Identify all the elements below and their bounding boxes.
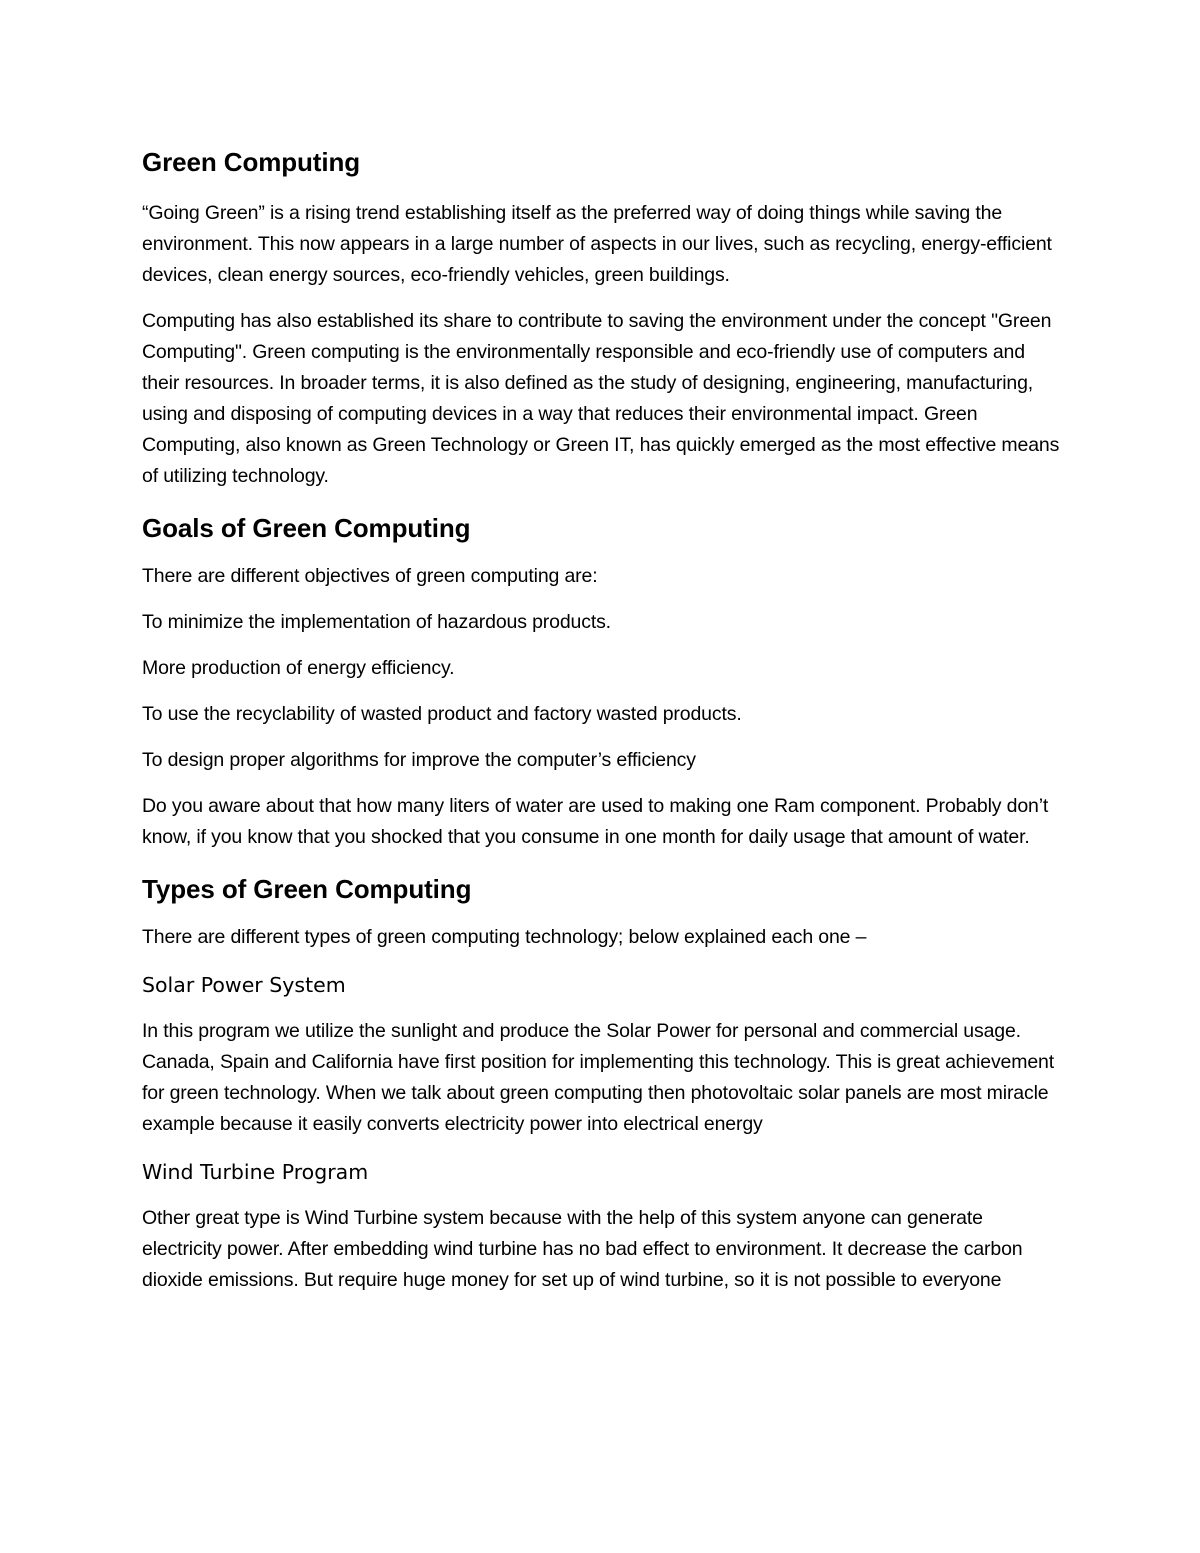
solar-heading: Solar Power System — [142, 973, 346, 997]
document-title: Green Computing — [142, 147, 361, 177]
document-page — [142, 144, 1067, 1296]
solar-paragraph: In this program we utilize the sunlight and produce the Solar Power for personal and commercial usage. Canada, Spain and California have first position for implementing this technology. This is great achievement for green technology. When we talk about green computing then photovoltaic solar panels are most miracle example because it easily converts electricity power into electrical energy — [142, 1020, 1055, 1135]
goals-paragraph: To use the recyclability of wasted product and factory wasted products. — [142, 703, 742, 725]
types-intro: There are different types of green computing technology; below explained each one – — [142, 926, 867, 948]
goals-paragraph: Do you aware about that how many liters of water are used to making one Ram component. Probably don’t know, if you know that you shocked that you consume in one month for daily usage that amount of water. — [142, 795, 1049, 848]
goals-paragraph: To design proper algorithms for improve the computer’s efficiency — [142, 749, 696, 771]
intro-paragraph: Computing has also established its share to contribute to saving the environment under the concept "Green Computing". Green computing is the environmentally responsible and eco-friendly use of computers and their resources. In broader terms, it is also defined as the study of designing, engineering, manufacturing, using and disposing of computing devices in a way that reduces their environmental impact. Green Computing, also known as Green Technology or Green IT, has quickly emerged as the most effective means of utilizing technology. — [142, 310, 1060, 487]
goals-paragraph: There are different objectives of green computing are: — [142, 565, 598, 587]
intro-paragraph: “Going Green” is a rising trend establishing itself as the preferred way of doing things while saving the environment. This now appears in a large number of aspects in our lives, such as recycling, energy-efficient devices, clean energy sources, eco-friendly vehicles, green buildings. — [142, 202, 1052, 286]
goals-paragraph: To minimize the implementation of hazardous products. — [142, 611, 611, 633]
wind-paragraph: Other great type is Wind Turbine system because with the help of this system anyone can generate electricity power. After embedding wind turbine has no bad effect to environment. It decrease the carbon dioxide emissions. But require huge money for set up of wind turbine, so it is not possible to everyone — [142, 1207, 1023, 1291]
types-heading: Types of Green Computing — [142, 874, 472, 904]
goals-paragraph: More production of energy efficiency. — [142, 657, 455, 679]
goals-heading: Goals of Green Computing — [142, 513, 471, 543]
wind-heading: Wind Turbine Program — [142, 1160, 369, 1184]
